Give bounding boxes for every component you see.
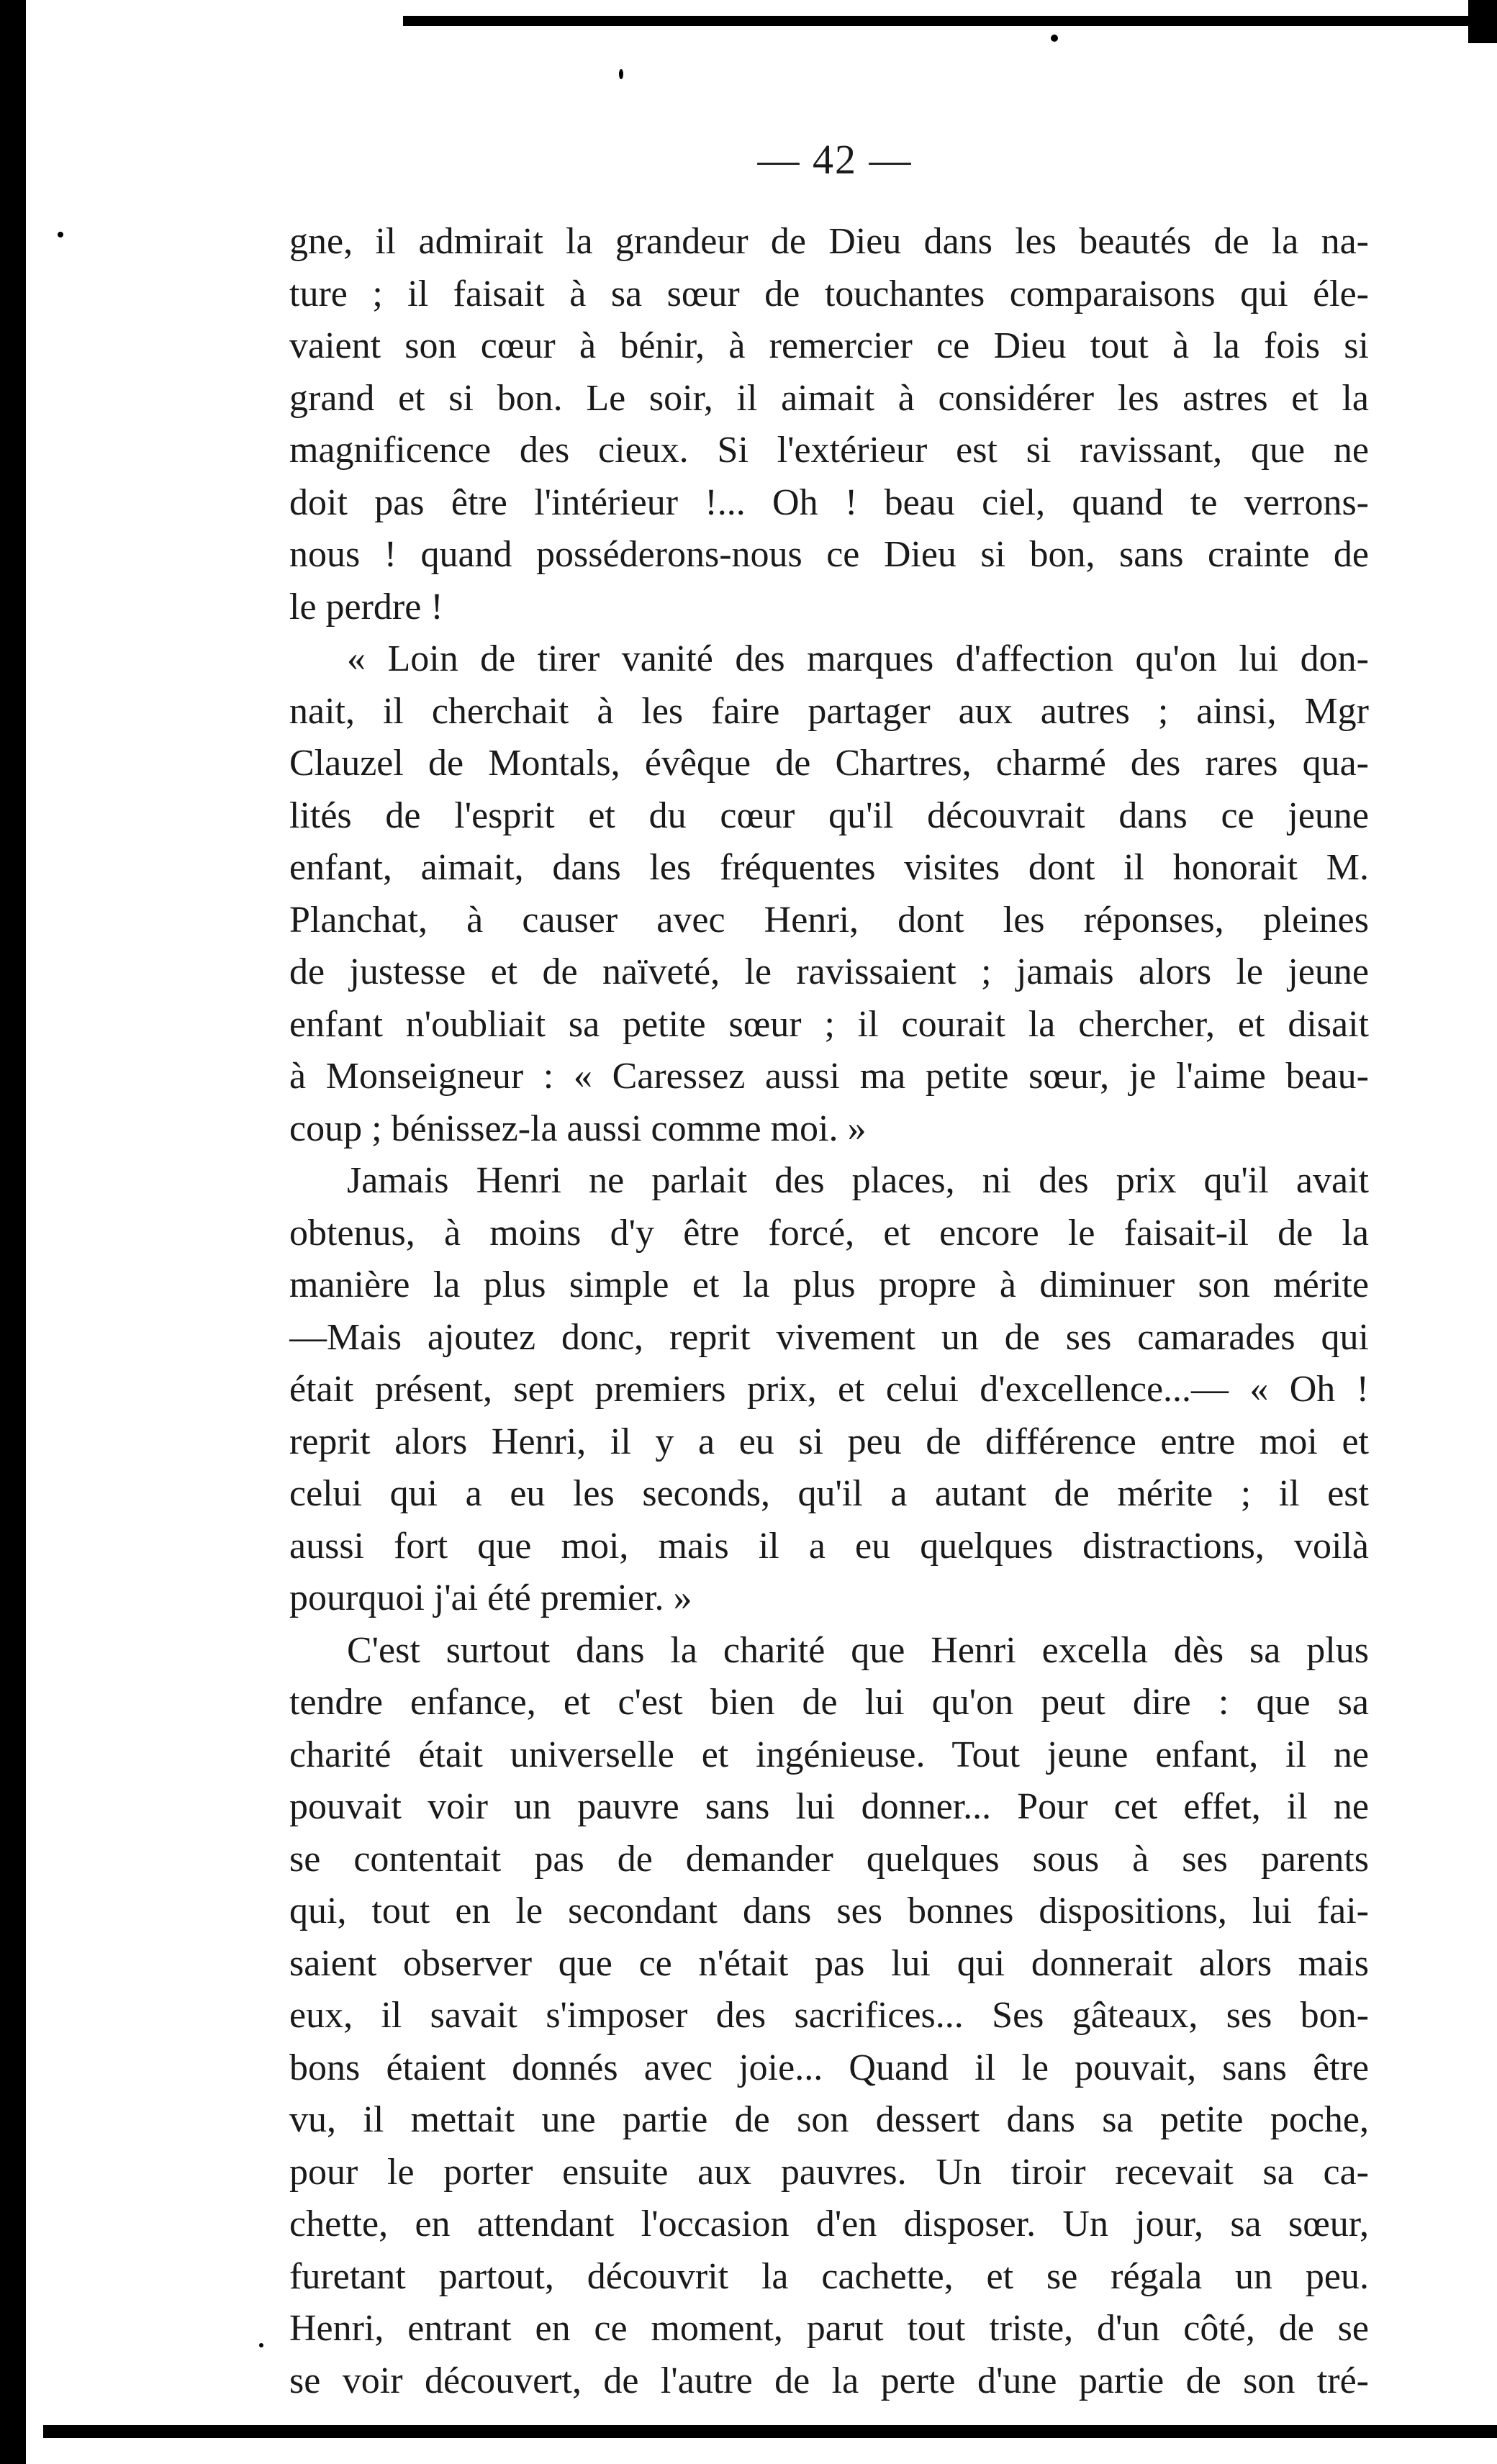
text-line: vu, il mettait une partie de son dessert dans sa petite poche, [289,2099,1369,2140]
text-line: reprit alors Henri, il y a eu si peu de différence entre moi et [289,1421,1369,1462]
scan-speck [259,2343,263,2347]
text-line: tendre enfance, et c'est bien de lui qu'on peut dire : que sa [289,1682,1369,1723]
text-line: « Loin de tirer vanité des marques d'affection qu'on lui don- [347,638,1369,679]
text-line: enfant n'oubliait sa petite sœur ; il courait la chercher, et disait [289,1003,1369,1045]
scan-border-corner [1468,0,1497,43]
text-line: gne, il admirait la grandeur de Dieu dans les beautés de la na- [289,221,1369,262]
text-line: celui qui a eu les seconds, qu'il a autant de mérite ; il est [289,1473,1369,1514]
page-number: — 42 — [757,136,913,183]
text-line: enfant, aimait, dans les fréquentes visites dont il honorait M. [289,847,1369,888]
text-line: saient observer que ce n'était pas lui qui donnerait alors mais [289,1942,1369,1984]
scan-speck [619,69,623,79]
text-line: doit pas être l'intérieur !... Oh ! beau ciel, quand te verrons- [289,481,1369,523]
text-line: pouvait voir un pauvre sans lui donner... Pour cet effet, il ne [289,1786,1369,1827]
scan-speck [58,232,63,237]
text-line: furetant partout, découvrit la cachette, et se régala un peu. [289,2255,1369,2297]
text-line: vaient son cœur à bénir, à remercier ce Dieu tout à la fois si [289,325,1369,366]
text-line: le perdre ! [289,586,443,628]
text-line: manière la plus simple et la plus propre à diminuer son mérite [289,1264,1369,1305]
text-line: coup ; bénissez-la aussi comme moi. » [289,1108,867,1149]
text-line: Jamais Henri ne parlait des places, ni des prix qu'il avait [347,1160,1369,1201]
text-line: obtenus, à moins d'y être forcé, et encore le faisait-il de la [289,1212,1369,1254]
text-line: aussi fort que moi, mais il a eu quelques distractions, voilà [289,1525,1369,1567]
scan-border-bottom [43,2425,1497,2438]
text-line: Henri, entrant en ce moment, parut tout triste, d'un côté, de se [289,2308,1369,2349]
text-line: nait, il cherchait à les faire partager aux autres ; ainsi, Mgr [289,690,1369,732]
text-line: se voir découvert, de l'autre de la perte d'une partie de son tré- [289,2360,1369,2401]
text-line: pourquoi j'ai été premier. » [289,1577,692,1618]
text-line: bons étaient donnés avec joie... Quand il le pouvait, sans être [289,2047,1369,2088]
scan-border-top [403,16,1497,26]
text-line: Clauzel de Montals, évêque de Chartres, charmé des rares qua- [289,743,1369,784]
text-line: nous ! quand posséderons-nous ce Dieu si bon, sans crainte de [289,534,1369,575]
text-line: pour le porter ensuite aux pauvres. Un tiroir recevait sa ca- [289,2151,1369,2193]
text-line: se contentait pas de demander quelques sous à ses parents [289,1838,1369,1880]
text-line: était présent, sept premiers prix, et celui d'excellence...— « Oh ! [289,1369,1369,1410]
text-line: —Mais ajoutez donc, reprit vivement un de ses camarades qui [289,1316,1369,1358]
scan-speck [1051,35,1058,42]
text-line: qui, tout en le secondant dans ses bonnes dispositions, lui fai- [289,1890,1369,1931]
text-line: eux, il savait s'imposer des sacrifices... Ses gâteaux, ses bon- [289,1995,1369,2036]
text-line: chette, en attendant l'occasion d'en disposer. Un jour, sa sœur, [289,2203,1369,2245]
text-line: à Monseigneur : « Caressez aussi ma petite sœur, je l'aime beau- [289,1056,1369,1097]
body-text [289,216,1369,2407]
text-line: ture ; il faisait à sa sœur de touchantes comparaisons qui éle- [289,273,1369,314]
text-line: Planchat, à causer avec Henri, dont les réponses, pleines [289,899,1369,941]
scan-border-left [0,0,26,2464]
text-line: magnificence des cieux. Si l'extérieur est si ravissant, que ne [289,430,1369,471]
text-line: grand et si bon. Le soir, il aimait à considérer les astres et la [289,377,1369,419]
text-line: C'est surtout dans la charité que Henri excella dès sa plus [347,1629,1369,1671]
text-line: lités de l'esprit et du cœur qu'il découvrait dans ce jeune [289,794,1369,836]
text-line: charité était universelle et ingénieuse. Tout jeune enfant, il ne [289,1734,1369,1775]
text-line: de justesse et de naïveté, le ravissaient ; jamais alors le jeune [289,951,1369,992]
